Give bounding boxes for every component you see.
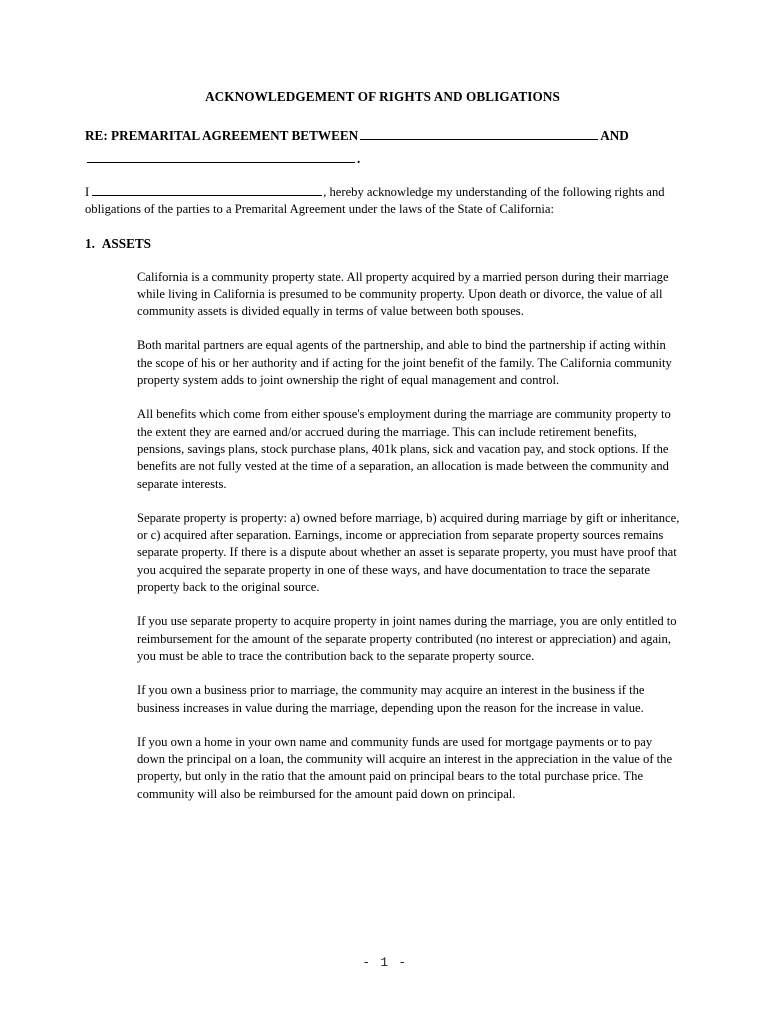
intro-lead-text: I xyxy=(85,185,90,199)
section-number: 1. xyxy=(85,235,95,251)
intro-paragraph xyxy=(85,184,680,219)
re-heading-line-1 xyxy=(85,124,680,147)
re-heading-line-2 xyxy=(85,147,680,170)
party-one-blank-field[interactable] xyxy=(360,128,598,140)
declarant-name-blank-field[interactable] xyxy=(92,185,322,196)
body-paragraph: If you own a business prior to marriage, the community may acquire an interest in the business if the business increases in value during the marriage, depending upon the reason for the increase in value. xyxy=(137,683,645,715)
re-heading-conjunction: AND xyxy=(600,128,629,143)
document-content xyxy=(85,88,680,803)
re-heading-terminator: . xyxy=(357,151,361,166)
intro-body-text: , hereby acknowledge my understanding of the following rights and obligations of the parties to a Premarital Agreement under the laws of the State of California: xyxy=(85,185,665,217)
party-two-blank-field[interactable] xyxy=(87,151,355,163)
body-paragraph: California is a community property state. All property acquired by a married person during their marriage while living in California is presumed to be community property. Upon death or divorce, the value of all community assets is divided equally in terms of value between both spouses. xyxy=(137,269,669,319)
body-paragraph: All benefits which come from either spouse's employment during the marriage are community property to the extent they are earned and/or accrued during the marriage. This can include retirement benefits, pensions, savings plans, stock purchase plans, 401k plans, sick and vacation pay, and stock options. If the benefits are not fully vested at the time of a separation, an allocation is made between the community and separate interests. xyxy=(137,407,671,491)
section-body-assets xyxy=(85,269,680,803)
re-heading-block xyxy=(85,124,680,170)
body-paragraph: Separate property is property: a) owned before marriage, b) acquired during marriage by gift or inheritance, or c) acquired after separation. Earnings, income or appreciation from separate property sources remains separate property. If there is a dispute about whether an asset is separate property, you must have proof that you acquired the separate property in one of these ways, and have documentation to trace the separate property back to the original source. xyxy=(137,510,680,595)
section-heading-assets xyxy=(85,235,680,252)
section-title: ASSETS xyxy=(101,235,152,251)
page-number-footer: - 1 - xyxy=(362,956,408,970)
re-heading-prefix: RE: PREMARITAL AGREEMENT BETWEEN xyxy=(85,128,359,143)
body-paragraph: If you use separate property to acquire property in joint names during the marriage, you are only entitled to reimbursement for the amount of the separate property contributed (no interest or appreciation) and again, you must be able to trace the contribution back to the separate property source. xyxy=(137,614,677,663)
body-paragraph: If you own a home in your own name and community funds are used for mortgage payments or to pay down the principal on a loan, the community will acquire an interest in the appreciation in the value of the property, but only in the ratio that the amount paid on principal bears to the total purchase price. The community will also be reimbursed for the amount paid down on principal. xyxy=(137,734,673,801)
body-paragraph: Both marital partners are equal agents of the partnership, and able to bind the partnership if acting within the scope of his or her authority and if acting for the joint benefit of the family. The California community property system adds to joint ownership the right of equal management and control. xyxy=(137,338,672,388)
page-title: ACKNOWLEDGEMENT OF RIGHTS AND OBLIGATIONS xyxy=(205,89,560,104)
